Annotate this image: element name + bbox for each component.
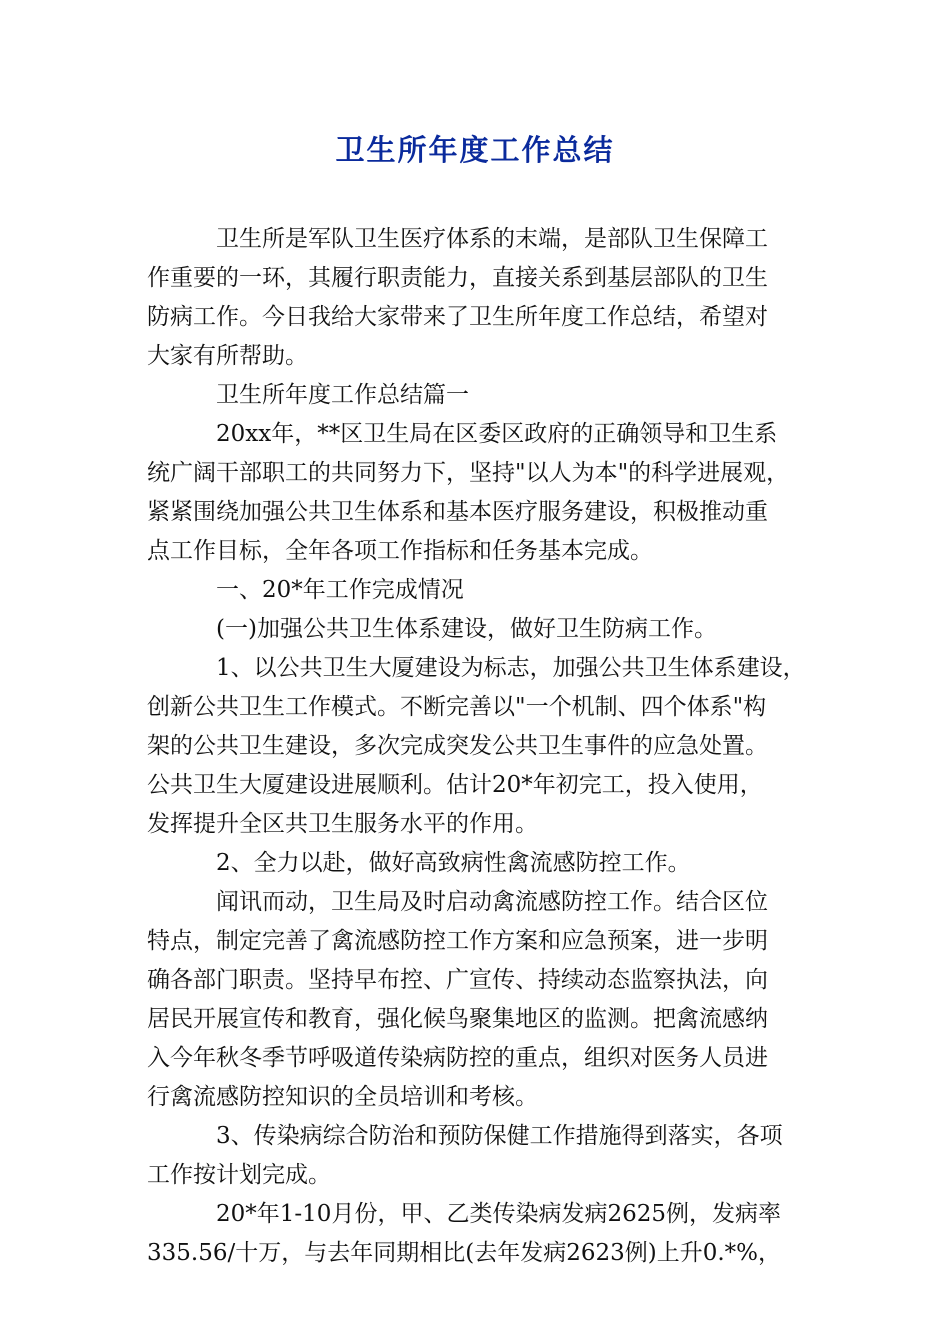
text-line: 入今年秋冬季节呼吸道传染病防控的重点，组织对医务人员进: [147, 1045, 768, 1071]
document-body: [147, 220, 819, 1273]
text-line: 公共卫生大厦建设进展顺利。估计20*年初完工，投入使用，: [147, 772, 763, 798]
text-line: 作重要的一环，其履行职责能力，直接关系到基层部队的卫生: [147, 265, 768, 291]
text-line: 20xx年，**区卫生局在区委区政府的正确领导和卫生系: [216, 421, 778, 447]
text-line: 卫生所是军队卫生医疗体系的末端，是部队卫生保障工: [216, 226, 768, 252]
document-title: 卫生所年度工作总结: [335, 133, 615, 167]
text-line: 工作按计划完成。: [147, 1162, 331, 1188]
text-line: 闻讯而动，卫生局及时启动禽流感防控工作。结合区位: [216, 889, 768, 915]
text-line: 发挥提升全区共卫生服务水平的作用。: [147, 811, 538, 837]
text-line: 居民开展宣传和教育，强化候鸟聚集地区的监测。把禽流感纳: [147, 1006, 768, 1032]
text-line: 3、传染病综合防治和预防保健工作措施得到落实，各项: [216, 1123, 783, 1149]
text-line: 行禽流感防控知识的全员培训和考核。: [147, 1084, 538, 1110]
section-heading: 卫生所年度工作总结篇一: [216, 382, 469, 408]
text-line: 架的公共卫生建设，多次完成突发公共卫生事件的应急处置。: [147, 733, 768, 759]
text-line: 创新公共卫生工作模式。不断完善以"一个机制、四个体系"构: [147, 694, 767, 720]
text-line: 2、全力以赴，做好高致病性禽流感防控工作。: [216, 850, 691, 876]
text-line: 特点，制定完善了禽流感防控工作方案和应急预案，进一步明: [147, 928, 768, 954]
text-line: 紧紧围绕加强公共卫生体系和基本医疗服务建设，积极推动重: [147, 499, 768, 525]
section-heading: 一、20*年工作完成情况: [216, 577, 464, 603]
text-line: 335.56/十万，与去年同期相比(去年发病2623例)上升0.*%，: [147, 1240, 782, 1266]
text-line: 1、以公共卫生大厦建设为标志，加强公共卫生体系建设，: [216, 655, 806, 681]
text-line: 统广阔干部职工的共同努力下，坚持"以人为本"的科学进展观，: [147, 460, 790, 486]
text-line: 20*年1-10月份，甲、乙类传染病发病2625例，发病率: [216, 1201, 781, 1227]
text-line: 点工作目标，全年各项工作指标和任务基本完成。: [147, 538, 653, 564]
subsection-heading: (一)加强公共卫生体系建设，做好卫生防病工作。: [216, 616, 717, 642]
text-line: 防病工作。今日我给大家带来了卫生所年度工作总结，希望对: [147, 304, 768, 330]
text-line: 大家有所帮助。: [147, 343, 308, 369]
text-line: 确各部门职责。坚持早布控、广宣传、持续动态监察执法，向: [147, 967, 768, 993]
